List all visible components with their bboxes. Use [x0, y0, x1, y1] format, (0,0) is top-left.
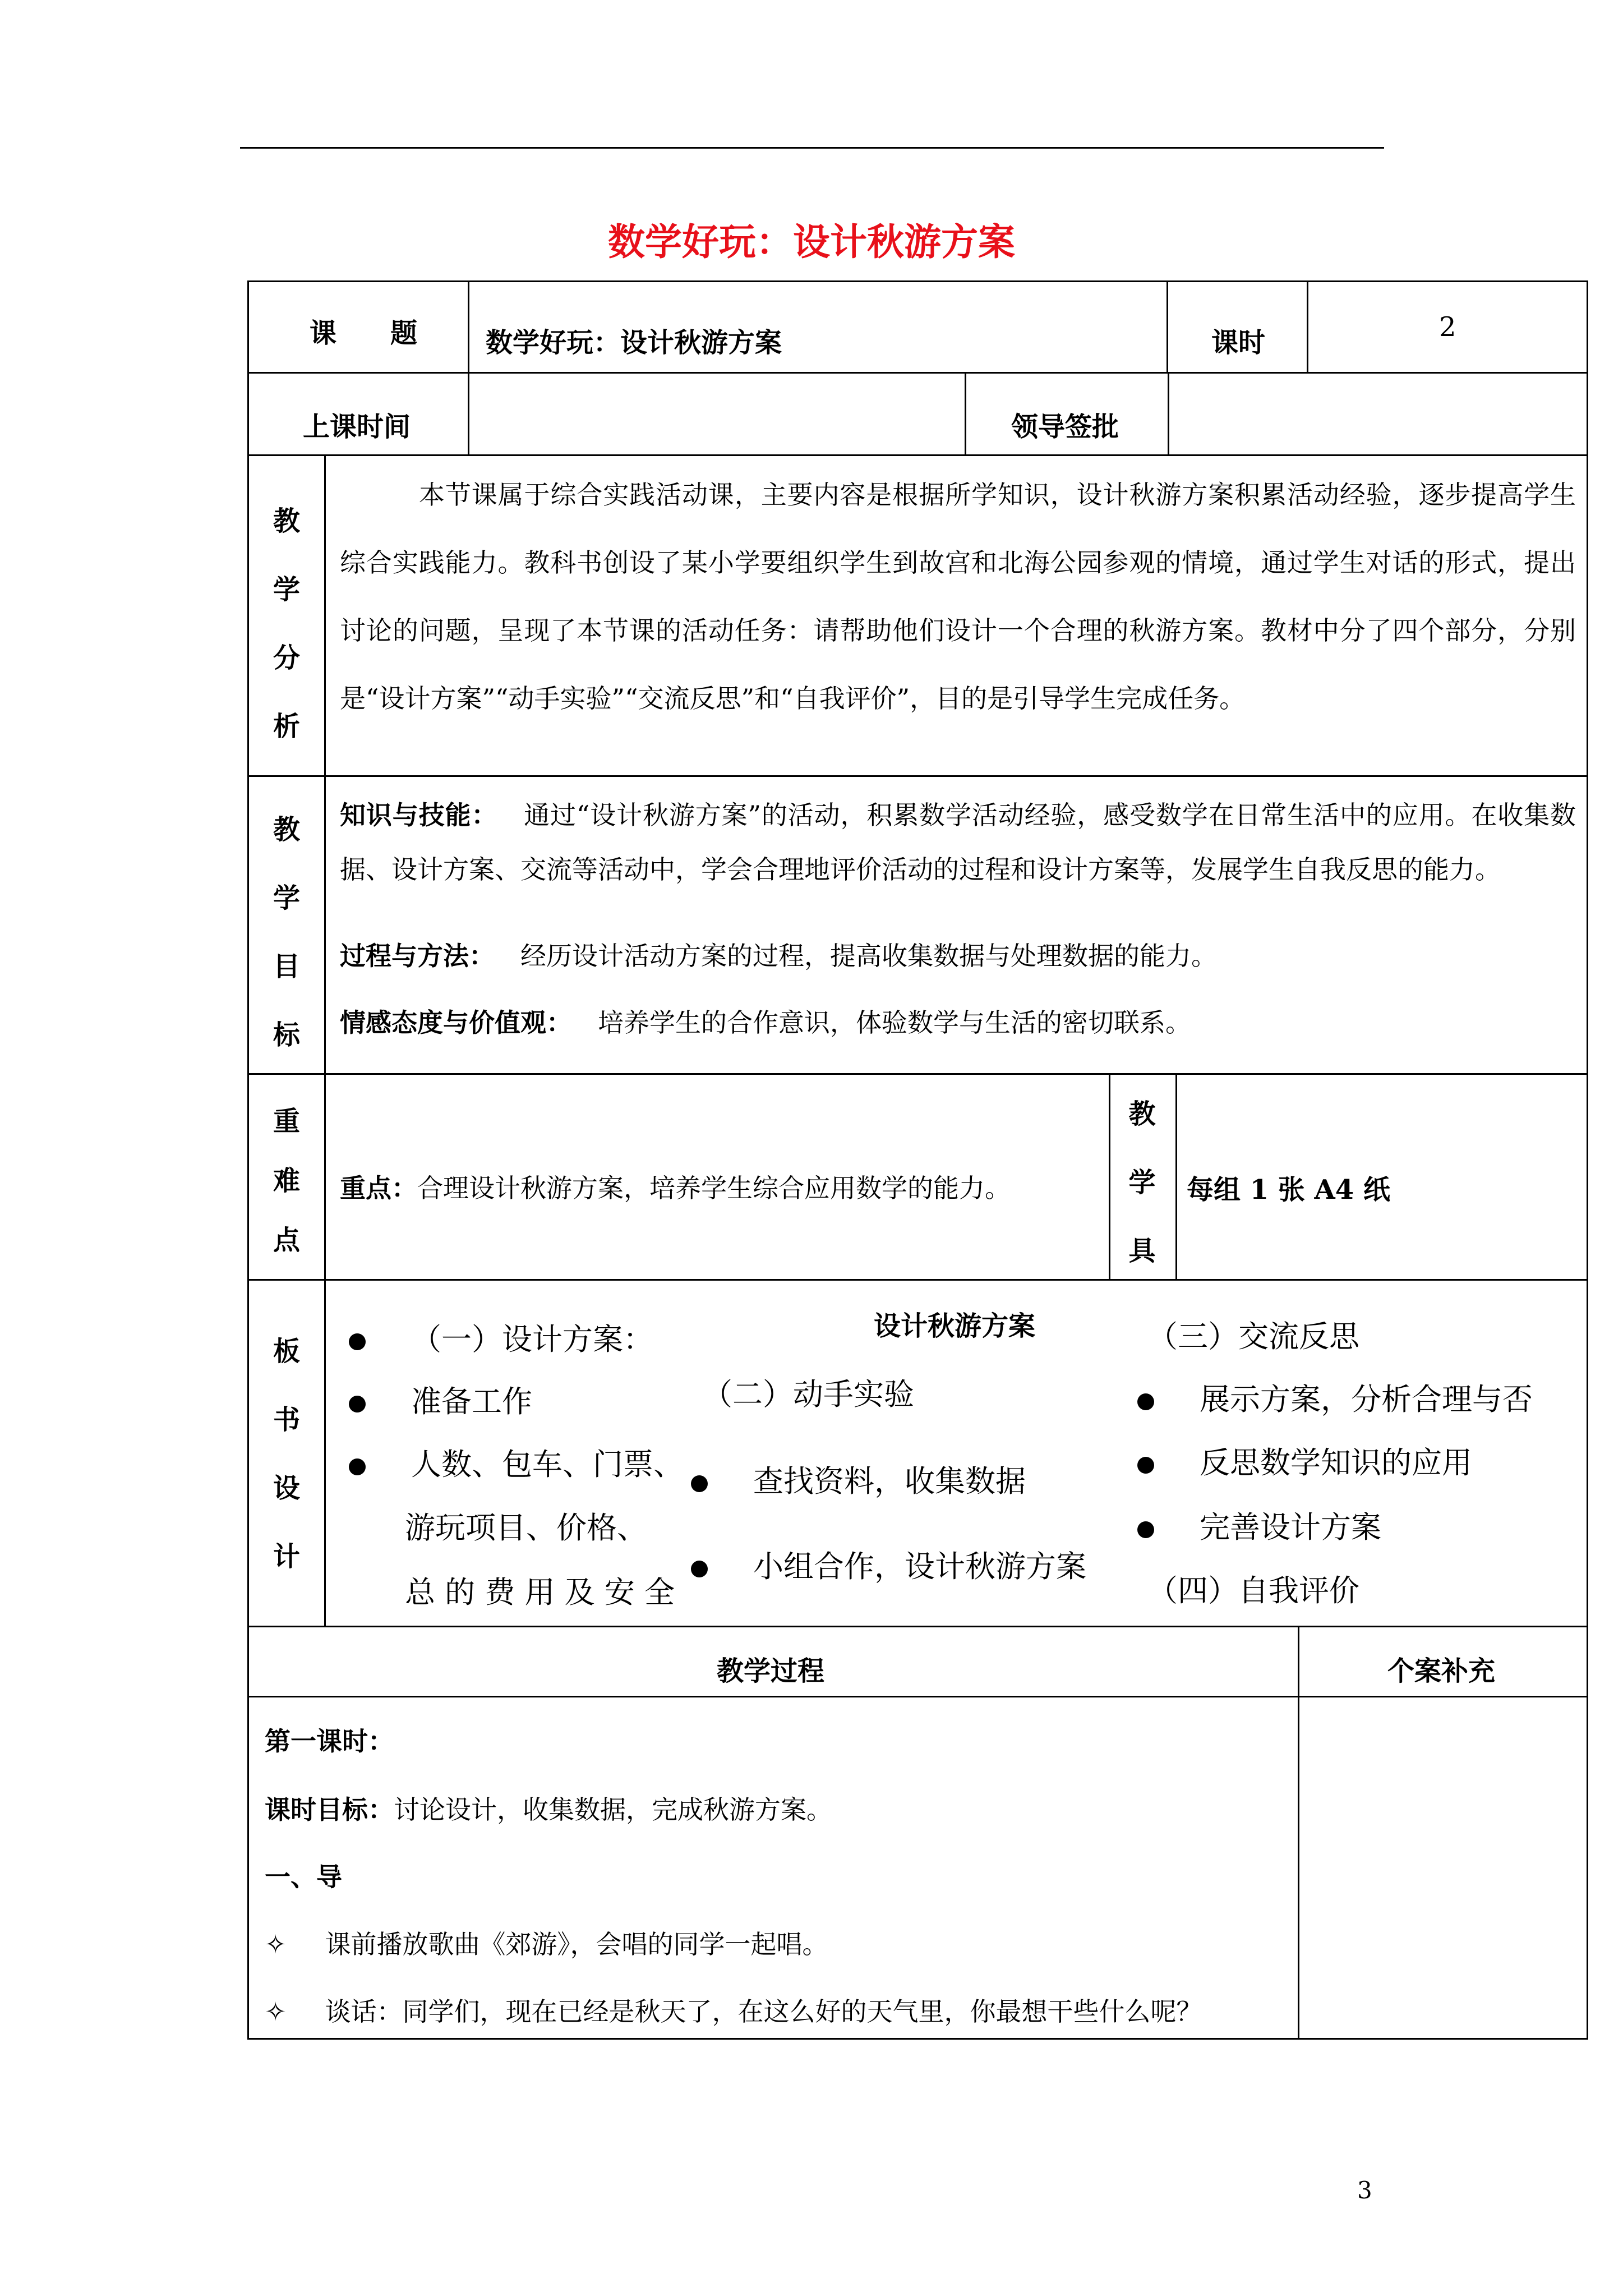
- topic-label: 课 题: [310, 318, 418, 349]
- board-item-improve: 完善设计方案: [1137, 1503, 1381, 1547]
- process-header: 教学过程: [717, 1655, 825, 1687]
- bullet-icon: [1137, 1393, 1154, 1410]
- key-points-label: 重 难 点: [273, 1106, 300, 1256]
- bullet-icon: [1137, 1457, 1154, 1474]
- header-rule: [240, 147, 1384, 149]
- approval-label: 领导签批: [1011, 411, 1119, 443]
- lesson-goal: 课时目标：讨论设计，收集数据，完成秋游方案。: [265, 1795, 832, 1825]
- board-item-prep: 准备工作: [349, 1378, 532, 1421]
- board-item-show: 展示方案，分析合理与否: [1137, 1375, 1533, 1419]
- supplement-header: 个案补充: [1387, 1655, 1496, 1687]
- bullet-icon: [691, 1561, 708, 1577]
- objectives-label: 教 学 目 标: [273, 814, 300, 1051]
- board-label: 板 书 设 计: [273, 1336, 300, 1572]
- board-section-1: （一）设计方案：: [349, 1315, 653, 1359]
- board-item-details: 人数、包车、门票、: [349, 1441, 684, 1484]
- analysis-text: 本节课属于综合实践活动课，主要内容是根据所学知识，设计秋游方案积累活动经验，逐步提高学生综合实践能力。教科书创设了某小学要组织学生到故宫和北海公园参观的情境，通过学生对话的形式，提出讨论的问题，呈现了本节课的活动任务：请帮助他们设计一个合理的秋游方案。教材中分了四个部分，分别是“设计方案”“动手实验”“交流反思”和“自我评价”，目的是引导学生完成任务。: [340, 480, 1576, 714]
- class-time-label: 上课时间: [303, 411, 411, 443]
- bullet-icon: [349, 1458, 366, 1475]
- board-item-reflect: 反思数学知识的应用: [1137, 1439, 1472, 1482]
- sparkle-icon: ✧: [265, 1996, 287, 2027]
- knowledge-objective: 知识与技能： 通过“设计秋游方案”的活动，积累数学活动经验，感受数学在日常生活中的应用。在收集数据、设计方案、交流等活动中，学会合理地评价活动的过程和设计方案等，发展学生自我反思的能力。: [340, 800, 1576, 885]
- board-section-3: （三）交流反思: [1147, 1319, 1359, 1354]
- hours-label: 课时: [1211, 327, 1266, 358]
- key-points-text: 重点：合理设计秋游方案，培养学生综合应用数学的能力。: [340, 1173, 1011, 1203]
- process-item: ✧ 课前播放歌曲《郊游》，会唱的同学一起唱。: [265, 1929, 828, 1959]
- board-item-search: 查找资料，收集数据: [691, 1457, 1026, 1501]
- page-number: 3: [1357, 2177, 1372, 2204]
- board-section-2: （二）动手实验: [702, 1377, 914, 1412]
- board-item-details-line3: 总 的 费 用 及 安 全: [405, 1575, 675, 1610]
- analysis-label: 教 学 分 析: [273, 505, 300, 742]
- board-item-details-line2: 游玩项目、价格、: [405, 1510, 647, 1545]
- board-item-group: 小组合作，设计秋游方案: [691, 1543, 1086, 1586]
- lesson-heading: 第一课时：: [265, 1726, 394, 1756]
- page-title: 数学好玩：设计秋游方案: [608, 220, 1015, 264]
- tools-text: 每组 1 张 A4 纸: [1187, 1174, 1390, 1205]
- hours-value: 2: [1439, 311, 1456, 343]
- tools-label: 教 学 具: [1128, 1098, 1156, 1267]
- bullet-icon: [349, 1333, 366, 1350]
- bullet-icon: [349, 1396, 366, 1412]
- board-heading: 设计秋游方案: [874, 1310, 1036, 1342]
- bullet-icon: [1137, 1521, 1154, 1538]
- emotion-objective: 情感态度与价值观： 培养学生的合作意识，体验数学与生活的密切联系。: [340, 1007, 1191, 1038]
- section-intro: 一、导: [265, 1862, 342, 1892]
- process-item: ✧ 谈话：同学们，现在已经是秋天了，在这么好的天气里，你最想干些什么呢？: [265, 1996, 1202, 2027]
- board-section-4: （四）自我评价: [1147, 1573, 1359, 1608]
- process-objective: 过程与方法： 经历设计活动方案的过程，提高收集数据与处理数据的能力。: [340, 941, 1217, 971]
- bullet-icon: [691, 1475, 708, 1492]
- topic-value: 数学好玩：设计秋游方案: [486, 327, 782, 358]
- sparkle-icon: ✧: [265, 1929, 287, 1959]
